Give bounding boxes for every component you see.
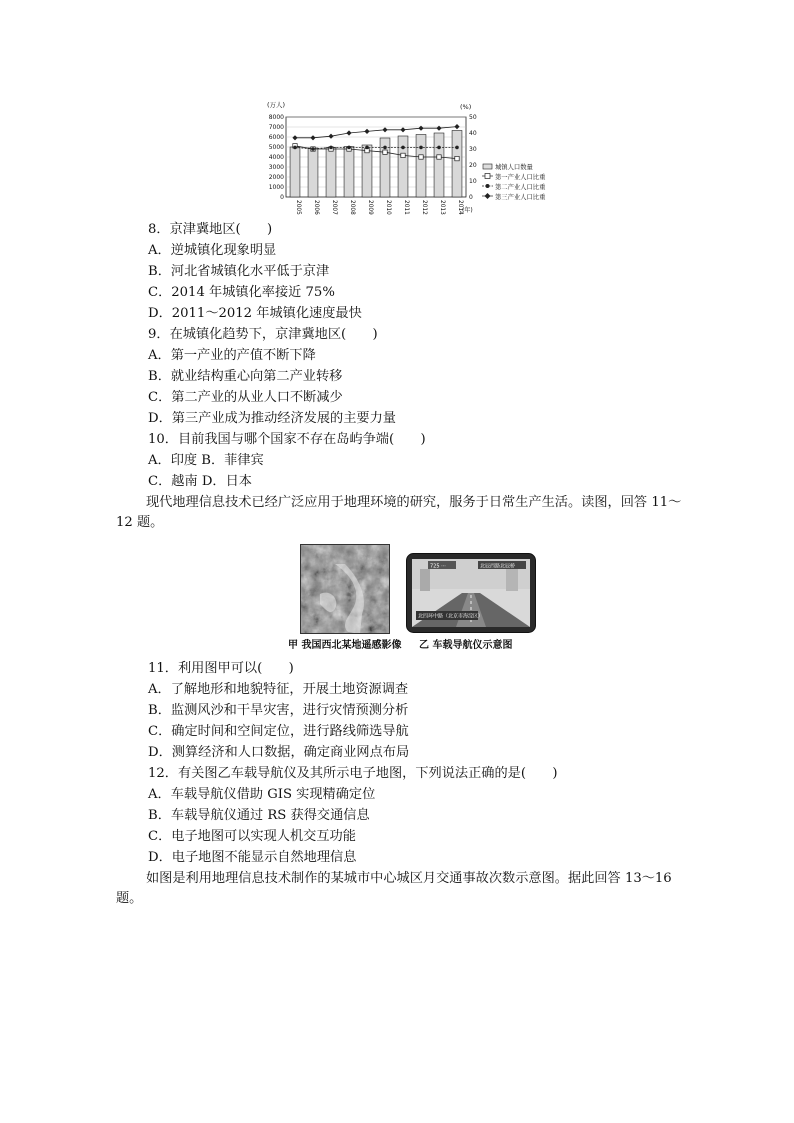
- q12-option-a: A．车载导航仪借助 GIS 实现精确定位: [148, 787, 376, 802]
- q12-option-d: D．电子地图不能显示自然地理信息: [148, 850, 357, 865]
- series-line-3: [295, 127, 457, 138]
- series-1-point: [437, 155, 441, 159]
- x-axis-labels: [295, 200, 463, 215]
- series-3-point: [328, 134, 333, 139]
- series-1-point: [383, 150, 387, 154]
- q9-stem: 9．在城镇化趋势下，京津冀地区( ): [148, 327, 378, 342]
- series-2-point: [347, 146, 351, 150]
- bar-2012: [416, 135, 426, 198]
- intro-13-16: 如图是利用地理信息技术制作的某城市中心城区月交通事故次数示意图。据此回答 13～16 题。: [116, 871, 672, 906]
- series-3-point: [454, 124, 459, 129]
- series-3-point: [292, 135, 297, 140]
- q11-option-c: C．确定时间和空间定位，进行路线筛选导航: [148, 724, 409, 739]
- series-2-point: [365, 146, 369, 150]
- left-unit-label: (万人): [267, 101, 286, 109]
- series-2-point: [311, 147, 315, 151]
- series-2-point: [329, 146, 333, 150]
- bar-2013: [434, 133, 444, 197]
- figure-yi-caption: 乙 车载导航仪示意图: [419, 640, 513, 651]
- series-1-point: [419, 155, 423, 159]
- right-tick-label: 10: [469, 178, 477, 185]
- q11-option-a: A．了解地形和地貌特征，开展土地资源调查: [148, 682, 409, 697]
- q9-option-c: C．第二产业的从业人口不断减少: [148, 390, 343, 405]
- series-2-point: [293, 146, 297, 150]
- x-tick-label: 2014: [457, 200, 463, 215]
- series-2-point: [383, 146, 387, 150]
- legend-series-2: 第二产业人口比重: [495, 184, 546, 191]
- q9-option-b: B．就业结构重心向第二产业转移: [148, 369, 343, 384]
- right-tick-label: 40: [469, 130, 477, 137]
- series-3-point: [364, 129, 369, 134]
- figure-yi-navigator: [406, 553, 536, 637]
- q8-option-b: B．河北省城镇化水平低于京津: [148, 264, 330, 279]
- bar-2008: [344, 147, 354, 198]
- bar-2014: [452, 131, 462, 198]
- right-tick-label: 50: [469, 114, 477, 121]
- left-tick-label: 8000: [268, 114, 284, 121]
- x-tick-label: 2009: [367, 200, 373, 215]
- series-line-2: [295, 147, 457, 149]
- right-unit-label: (%): [460, 103, 472, 111]
- bar-2007: [326, 148, 336, 198]
- q11-option-d: D．测算经济和人口数据，确定商业网点布局: [148, 745, 410, 760]
- q12-option-b: B．车载导航仪通过 RS 获得交通信息: [148, 808, 370, 823]
- q12-option-c: C．电子地图可以实现人机交互功能: [148, 829, 356, 844]
- left-tick-label: 5000: [268, 144, 284, 151]
- intro-11-12: 现代地理信息技术已经广泛应用于地理环境的研究，服务于日常生产生活。读图，回答 11～12 题。: [116, 495, 682, 530]
- nav-bottom: 北四环中路（北京市海淀区）: [418, 613, 484, 620]
- left-tick-label: 6000: [268, 134, 284, 141]
- series-2-point: [455, 146, 459, 150]
- x-tick-label: 2013: [439, 200, 445, 215]
- legend-bars: 城镇人口数量: [495, 164, 533, 171]
- series-3-point: [382, 127, 387, 132]
- series-3-point: [310, 135, 315, 140]
- q11-option-b: B．监测风沙和干旱灾害，进行灾情预测分析: [148, 703, 409, 718]
- bar-2006: [308, 148, 318, 197]
- x-tick-label: 2008: [349, 200, 355, 215]
- series-3-point: [400, 127, 405, 132]
- x-tick-label: 2011: [403, 200, 409, 215]
- q10-stem: 10．目前我国与哪个国家不存在岛屿争端( ): [148, 432, 426, 447]
- legend-series-3: 第三产业人口比重: [495, 194, 546, 201]
- urbanization-chart: [262, 100, 562, 218]
- left-tick-label: 2000: [268, 174, 284, 181]
- x-tick-label: 2010: [385, 200, 391, 215]
- left-tick-label: 0: [280, 194, 284, 201]
- figure-jia-remote-sensing: [300, 544, 390, 638]
- q12-stem: 12．有关图乙车载导航仪及其所示电子地图，下列说法正确的是( ): [148, 766, 558, 781]
- series-2-point: [437, 146, 441, 150]
- series-2-point: [401, 146, 405, 150]
- series-2-point: [419, 146, 423, 150]
- left-tick-label: 3000: [268, 164, 284, 171]
- q8-option-d: D．2011～2012 年城镇化速度最快: [148, 306, 362, 321]
- q10-options-cd: C．越南 D．日本: [148, 474, 252, 489]
- q9-option-a: A．第一产业的产值不断下降: [148, 348, 316, 363]
- legend: [482, 162, 546, 201]
- series-3-point: [436, 126, 441, 131]
- x-tick-label: 2012: [421, 200, 427, 215]
- figure-jia-caption: 甲 我国西北某地遥感影像: [288, 640, 402, 651]
- q8-option-c: C．2014 年城镇化率接近 75%: [148, 285, 335, 300]
- bar-2005: [290, 147, 300, 197]
- series-3-point: [346, 130, 351, 135]
- bar-2011: [398, 136, 408, 197]
- x-tick-label: 2006: [313, 200, 319, 215]
- series-1-point: [455, 156, 459, 160]
- q8-stem: 8．京津冀地区( ): [148, 222, 273, 237]
- q11-stem: 11．利用图甲可以( ): [148, 661, 294, 676]
- x-tick-label: 2007: [331, 200, 337, 215]
- left-tick-label: 4000: [268, 154, 284, 161]
- left-tick-label: 1000: [268, 184, 284, 191]
- q8-option-a: A．逆城镇化现象明显: [148, 243, 277, 258]
- right-axis-ticks: [469, 114, 477, 201]
- legend-series-1: 第一产业人口比重: [495, 174, 546, 181]
- nav-top-right: 北辰西路北辰桥: [480, 563, 516, 570]
- series-3-point: [418, 126, 423, 131]
- series-1-point: [401, 153, 405, 157]
- nav-top-left: 725 ···: [430, 563, 446, 570]
- x-tick-label: 2005: [295, 200, 301, 215]
- right-tick-label: 20: [469, 162, 477, 169]
- left-axis-ticks: [269, 114, 284, 201]
- q10-options-ab: A．印度 B．菲律宾: [148, 453, 264, 468]
- left-tick-label: 7000: [268, 124, 284, 131]
- right-tick-label: 0: [469, 194, 473, 201]
- right-tick-label: 30: [469, 146, 477, 153]
- x-unit-label: (年): [462, 207, 473, 214]
- q9-option-d: D．第三产业成为推动经济发展的主要力量: [148, 411, 396, 426]
